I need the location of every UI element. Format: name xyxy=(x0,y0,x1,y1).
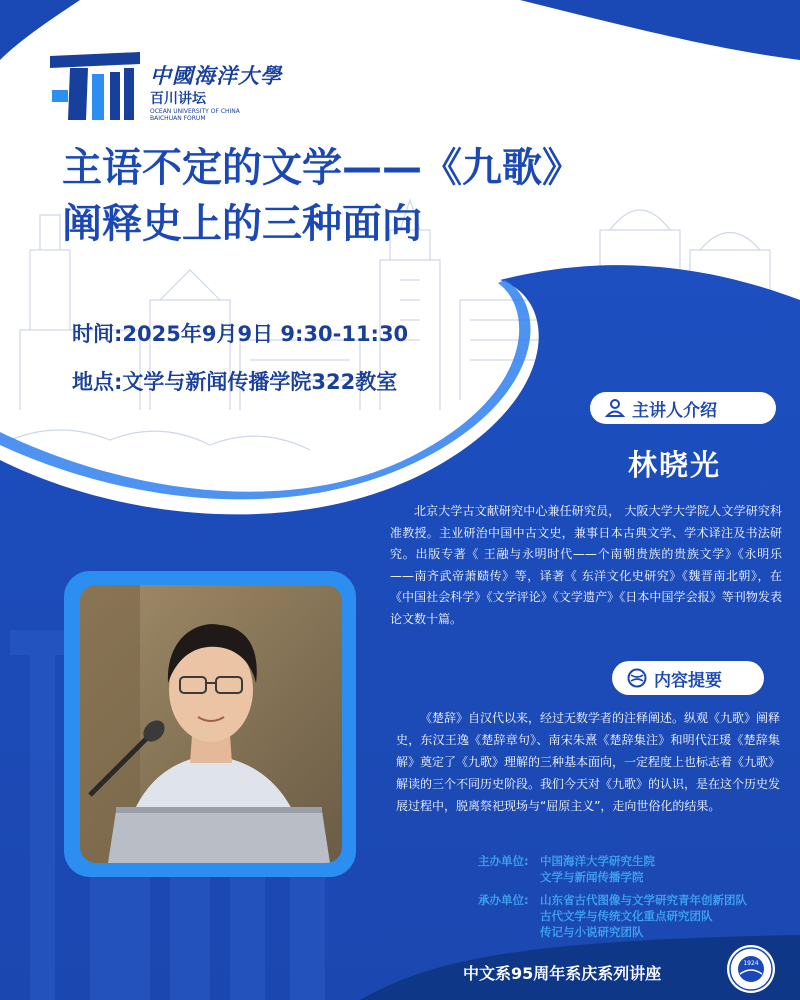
logo-english-forum: BAICHUAN FORUM xyxy=(150,115,206,122)
baichuan-logo-mark-icon xyxy=(48,50,144,124)
speaker-name: 林晓光 xyxy=(628,448,722,482)
co-organizer-item: 传记与小说研究团队 xyxy=(540,925,644,939)
speaker-section-label: 主讲人介绍 xyxy=(632,400,717,421)
co-organizer-item: 古代文学与传统文化重点研究团队 xyxy=(540,909,713,923)
host-list xyxy=(540,853,655,885)
host-label: 主办单位: xyxy=(478,854,529,868)
logo-forum-name: 百川讲坛 xyxy=(150,91,206,107)
event-place: 地点:文学与新闻传播学院322教室 xyxy=(72,370,398,394)
speaker-bio: 北京大学古文献研究中心兼任研究员， 大阪大学大学院人文学研究科准教授。主业研治中国中古文史，兼事日本古典文学、学术译注及书法研究。出版专著《 王融与永明时代——个南朝贵族的贵族文学》《永明乐——南齐武帝萧赜传》等，译著《 东洋文化史研究》《魏晋南北朝》，在《中国社会科学》《文学评论》《文学遗产》《日本中国学会报》等刊物发表论文数十篇。 xyxy=(390,504,782,626)
logo-university-name: 中國海洋大學 xyxy=(150,63,282,88)
person-icon xyxy=(604,397,626,419)
seal-year: 1924 xyxy=(743,960,759,967)
top-right-corner-shape xyxy=(520,0,800,60)
speaker-section-header xyxy=(590,392,776,424)
co-organizer-list xyxy=(540,892,747,940)
content-summary: 《楚辞》自汉代以来，经过无数学者的注释阐述。纵观《九歌》阐释史，东汉王逸《楚辞章句》、南宋朱熹《楚辞集注》和明代汪瑗《楚辞集解》奠定了《九歌》理解的三种基本面向，一定程度上也标志着《九歌》解读的三个不同历史阶段。我们今天对《九歌》的认识，是在这个历史发展过程中，脱离祭祀现场与“屈原主义”，走向世俗化的结果。 xyxy=(396,711,781,813)
content-section-label: 内容提要 xyxy=(654,670,722,691)
event-time: 时间:2025年9月9日 9:30-11:30 xyxy=(72,322,409,346)
logo-english-name xyxy=(150,108,270,122)
university-seal-icon xyxy=(726,944,776,994)
page-title xyxy=(62,140,782,252)
logo-english-university: OCEAN UNIVERSITY OF CHINA xyxy=(150,108,240,115)
globe-icon xyxy=(626,667,648,689)
speaker-photo xyxy=(80,585,342,863)
title-line-2: 阐释史上的三种面向 xyxy=(62,201,422,247)
host-item: 文学与新闻传播学院 xyxy=(540,870,644,884)
content-section-header xyxy=(612,661,764,695)
host-item: 中国海洋大学研究生院 xyxy=(540,854,655,868)
lecture-series-title: 中文系95周年系庆系列讲座 xyxy=(463,964,662,983)
co-organizer-item: 山东省古代图像与文学研究青年创新团队 xyxy=(540,893,747,907)
co-organizer-label: 承办单位: xyxy=(478,893,529,907)
title-line-1: 主语不定的文学——《九歌》 xyxy=(62,145,582,191)
